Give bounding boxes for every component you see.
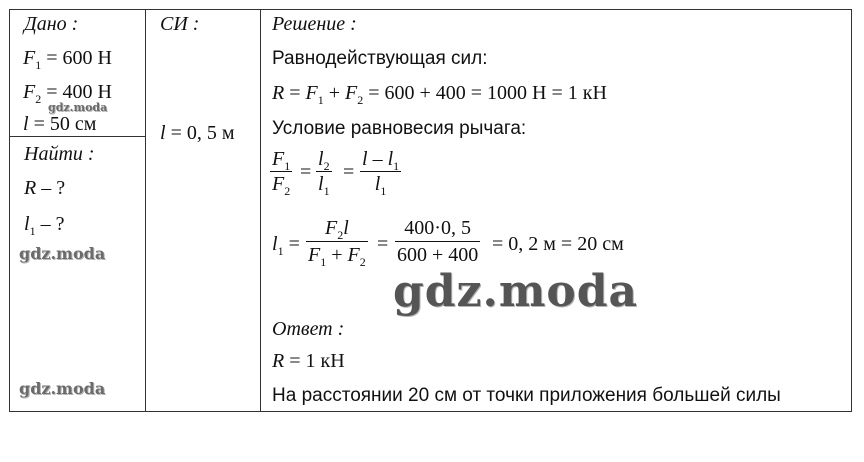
find-l1: $l_1$ – ? xyxy=(24,213,65,238)
ratio-l-minus-l1: l – $l_1$ $l_1$ xyxy=(362,148,400,198)
si-header: СИ : xyxy=(160,13,200,35)
answer-header: Ответ : xyxy=(272,318,345,340)
answer-r: R = 1 кН xyxy=(272,350,345,372)
resultant-equation: $R = F_1 + F_2 = 600 + 400 = 1000$ Н = 1 кН xyxy=(272,82,607,107)
ratio-l2-l1: $l_2$ $l_1$ xyxy=(318,148,330,198)
equals-sign: = xyxy=(300,161,312,183)
given-f1: $F_1 = 600$ Н xyxy=(23,47,112,72)
l1-formula-fraction: $F_2l$ $F_1 + F_2$ xyxy=(308,217,366,269)
given-header: Дано : xyxy=(24,13,79,35)
l1-symbol: $l_1$ = xyxy=(272,233,300,258)
watermark-small: gdz.moda xyxy=(19,244,106,263)
given-l: l = 50 см xyxy=(23,113,97,135)
find-header: Найти : xyxy=(24,143,95,165)
ratio-f1-f2: $F_1$ $F_2$ xyxy=(272,148,291,198)
equals-sign: = xyxy=(343,161,355,183)
watermark-small: gdz.moda xyxy=(19,379,106,398)
find-r: R – ? xyxy=(24,177,66,199)
watermark-tiny: gdz.moda xyxy=(48,101,108,114)
column-divider-si xyxy=(260,10,261,411)
column-divider-given xyxy=(145,10,146,411)
resultant-label: Равнодействующая сил: xyxy=(272,48,488,69)
lever-label: Условие равновесия рычага: xyxy=(272,118,527,139)
solution-header: Решение : xyxy=(272,13,357,35)
l1-result: = 0, 2 м = 20 см xyxy=(492,233,624,255)
watermark-large: gdz.moda xyxy=(393,266,639,317)
given-f2: $F_2 = 400$ Н xyxy=(23,81,112,106)
l1-numeric-fraction: 400·0, 5 600 + 400 xyxy=(397,217,479,266)
answer-text: На расстоянии 20 см от точки приложения большей силы xyxy=(272,385,781,406)
equals-sign: = xyxy=(377,233,389,255)
si-l: l = 0, 5 м xyxy=(160,122,235,144)
row-divider-find xyxy=(10,136,145,137)
